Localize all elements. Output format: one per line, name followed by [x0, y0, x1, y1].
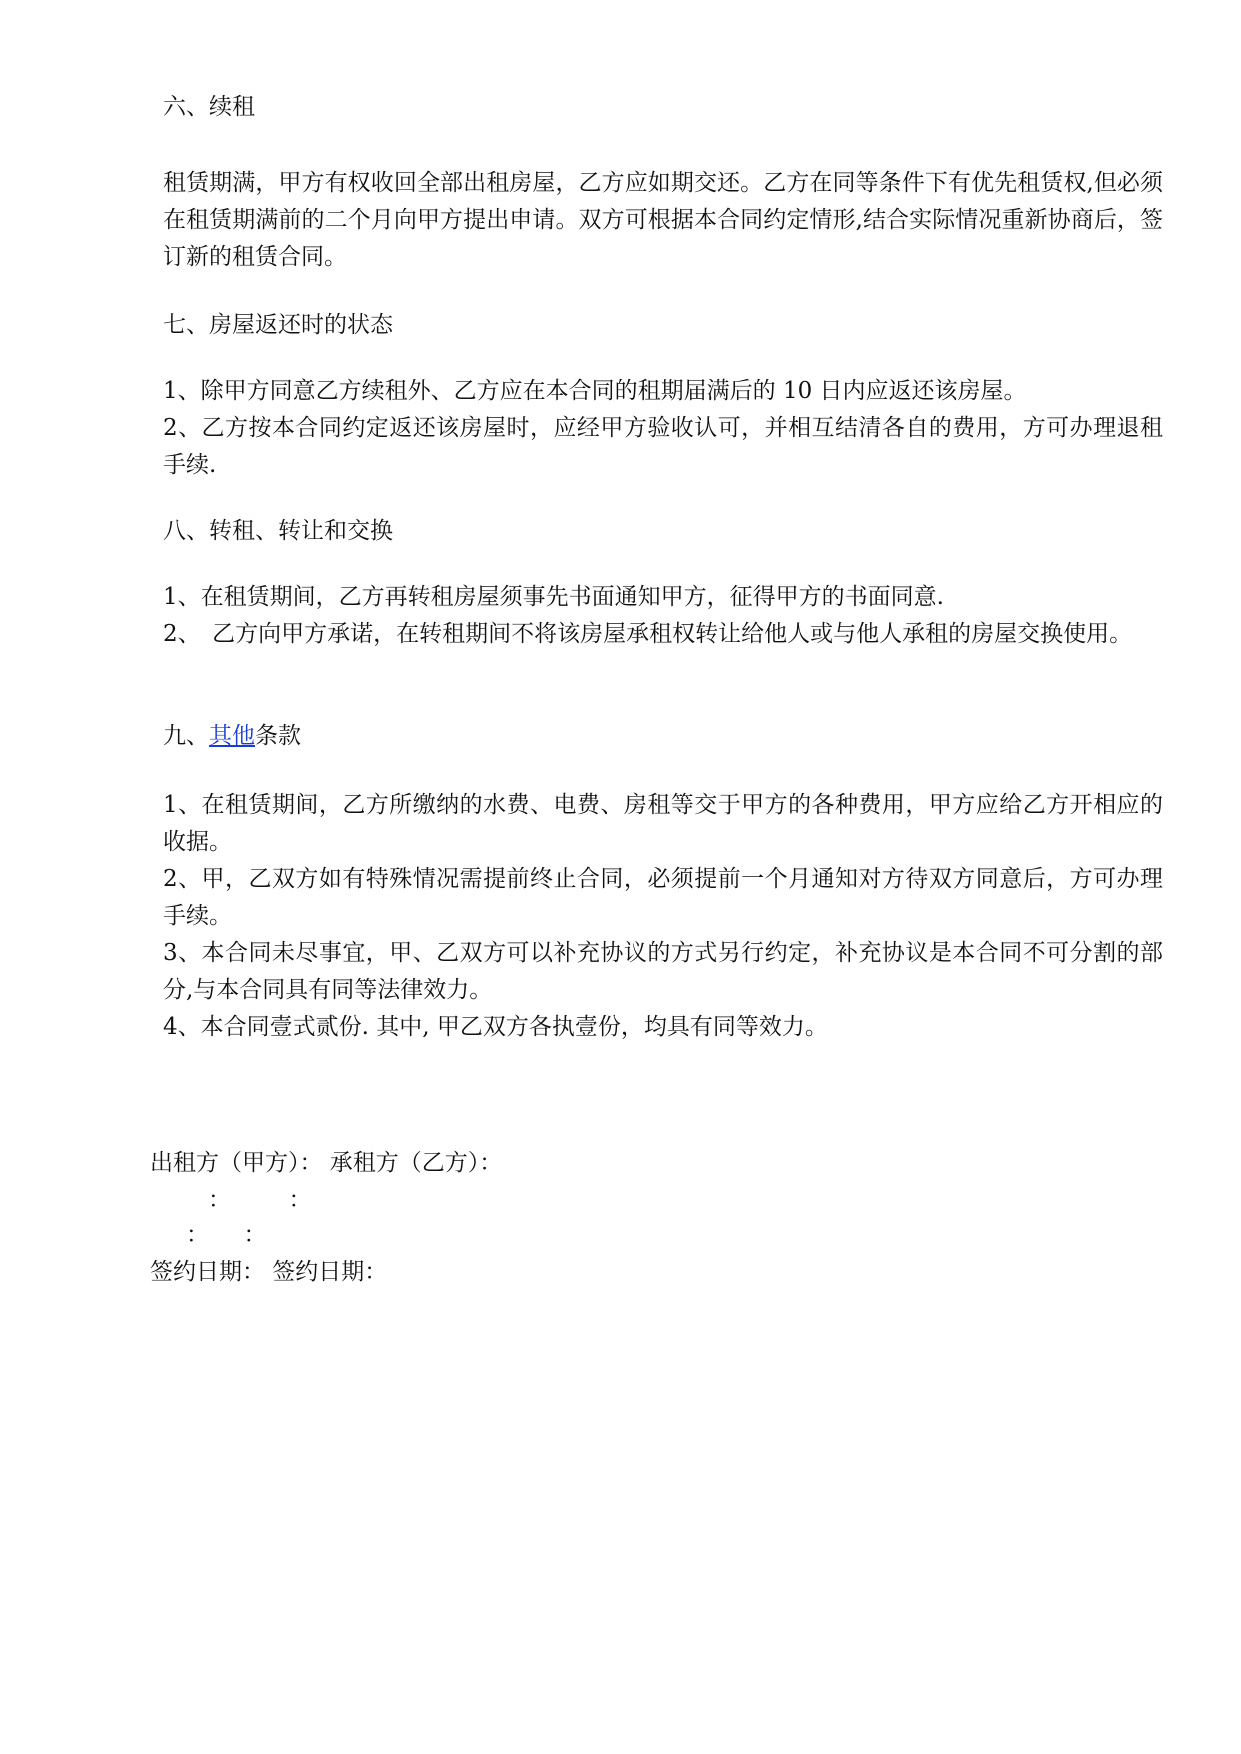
- section7-item: 1、除甲方同意乙方续租外、乙方应在本合同的租期届满后的 10 日内应返还该房屋。: [163, 378, 1027, 404]
- section9-heading: [163, 717, 301, 755]
- section8-item: 1、在租赁期间，乙方再转租房屋须事先书面通知甲方，征得甲方的书面同意.: [163, 584, 944, 610]
- signature-parties: 出租方（甲方）： 承租方（乙方）：: [150, 1150, 503, 1176]
- section8-heading: 八、转租、转让和交换: [163, 518, 393, 544]
- signature-dates: 签约日期： 签约日期：: [150, 1259, 388, 1285]
- other-link[interactable]: 其他: [209, 723, 255, 749]
- section9-item: 3、本合同未尽事宜，甲、乙双方可以补充协议的方式另行约定，补充协议是本合同不可分割的部分,与本合同具有同等法律效力。: [163, 940, 1163, 1003]
- section7-body: [163, 373, 1163, 484]
- section7-heading: 七、房屋返还时的状态: [163, 312, 393, 338]
- section9-heading-prefix: 九、: [163, 723, 209, 749]
- signature-line-3: ： ：: [186, 1222, 267, 1248]
- section9-item: 4、本合同壹式贰份. 其中, 甲乙双方各执壹份，均具有同等效力。: [163, 1014, 828, 1040]
- section8-body: [163, 579, 1163, 653]
- section7-item: 2、乙方按本合同约定返还该房屋时，应经甲方验收认可，并相互结清各自的费用，方可办理退租手续.: [163, 415, 1163, 478]
- section9-heading-suffix: 条款: [255, 723, 301, 749]
- section9-item: 1、在租赁期间，乙方所缴纳的水费、电费、房租等交于甲方的各种费用，甲方应给乙方开相应的收据。: [163, 792, 1163, 855]
- section9-item: 2、甲，乙双方如有特殊情况需提前终止合同，必须提前一个月通知对方待双方同意后，方可办理手续。: [163, 866, 1163, 929]
- section6-body: 租赁期满，甲方有权收回全部出租房屋，乙方应如期交还。乙方在同等条件下有优先租赁权,但必须在租赁期满前的二个月向甲方提出申请。双方可根据本合同约定情形,结合实际情况重新协商后，签订新的租赁合同。: [163, 170, 1163, 270]
- section9-body: [163, 787, 1163, 1046]
- section8-item: 2、 乙方向甲方承诺，在转租期间不将该房屋承租权转让给他人或与他人承租的房屋交换使用。: [163, 621, 1133, 647]
- signature-line-2: ： ：: [208, 1187, 312, 1213]
- section6-heading: 六、续租: [163, 94, 255, 120]
